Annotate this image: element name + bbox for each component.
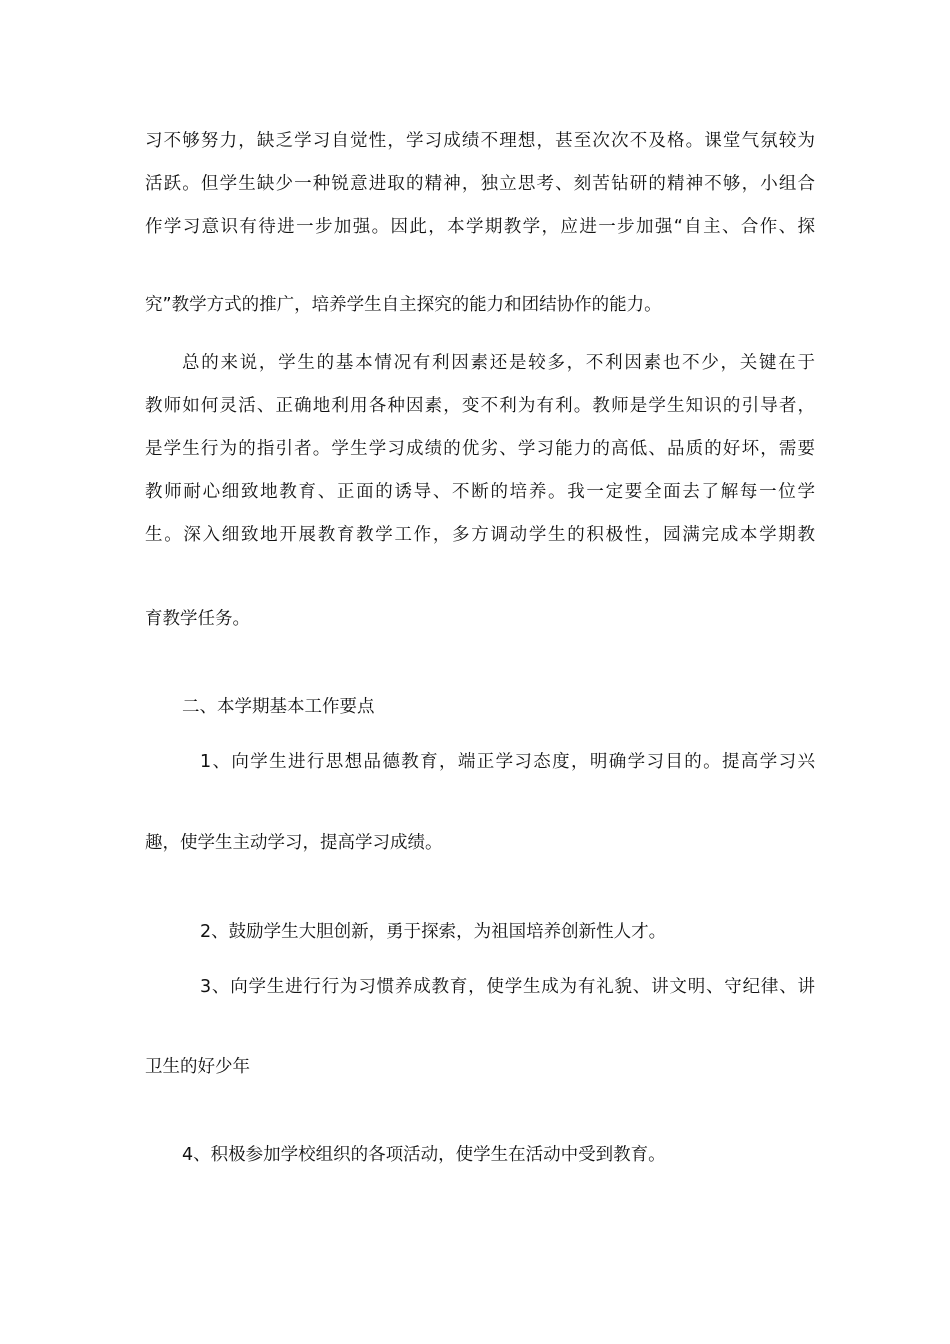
list-item-line: 趣，使学生主动学习，提高学习成绩。 <box>145 833 443 853</box>
list-item: 2、鼓励学生大胆创新，勇于探索，为祖国培养创新性人才。 <box>200 922 667 942</box>
list-item-line: 1、向学生进行思想品德教育，端正学习态度，明确学习目的。提高学习兴 <box>200 752 815 772</box>
paragraph-line: 育教学任务。 <box>145 609 250 629</box>
list-item-line: 3、向学生进行行为习惯养成教育，使学生成为有礼貌、讲文明、守纪律、讲 <box>200 977 815 997</box>
paragraph-line: 是学生行为的指引者。学生学习成绩的优劣、学习能力的高低、品质的好坏，需要 <box>145 439 815 459</box>
paragraph-line: 活跃。但学生缺少一种锐意进取的精神，独立思考、刻苦钻研的精神不够，小组合 <box>145 174 815 194</box>
paragraph-line: 总的来说，学生的基本情况有利因素还是较多，不利因素也不少，关键在于 <box>182 353 815 373</box>
list-item: 4、积极参加学校组织的各项活动，使学生在活动中受到教育。 <box>182 1145 666 1165</box>
paragraph-line: 究”教学方式的推广，培养学生自主探究的能力和团结协作的能力。 <box>145 295 662 315</box>
list-item-line: 卫生的好少年 <box>145 1057 250 1077</box>
paragraph-line: 习不够努力，缺乏学习自觉性，学习成绩不理想，甚至次次不及格。课堂气氛较为 <box>145 131 815 151</box>
paragraph-line: 作学习意识有待进一步加强。因此，本学期教学，应进一步加强“自主、合作、探 <box>145 217 815 237</box>
paragraph-line: 教师如何灵活、正确地利用各种因素，变不利为有利。教师是学生知识的引导者， <box>145 396 815 416</box>
paragraph-line: 生。深入细致地开展教育教学工作，多方调动学生的积极性，园满完成本学期教 <box>145 525 815 545</box>
section-heading: 二、本学期基本工作要点 <box>182 697 375 717</box>
paragraph-line: 教师耐心细致地教育、正面的诱导、不断的培养。我一定要全面去了解每一位学 <box>145 482 815 502</box>
